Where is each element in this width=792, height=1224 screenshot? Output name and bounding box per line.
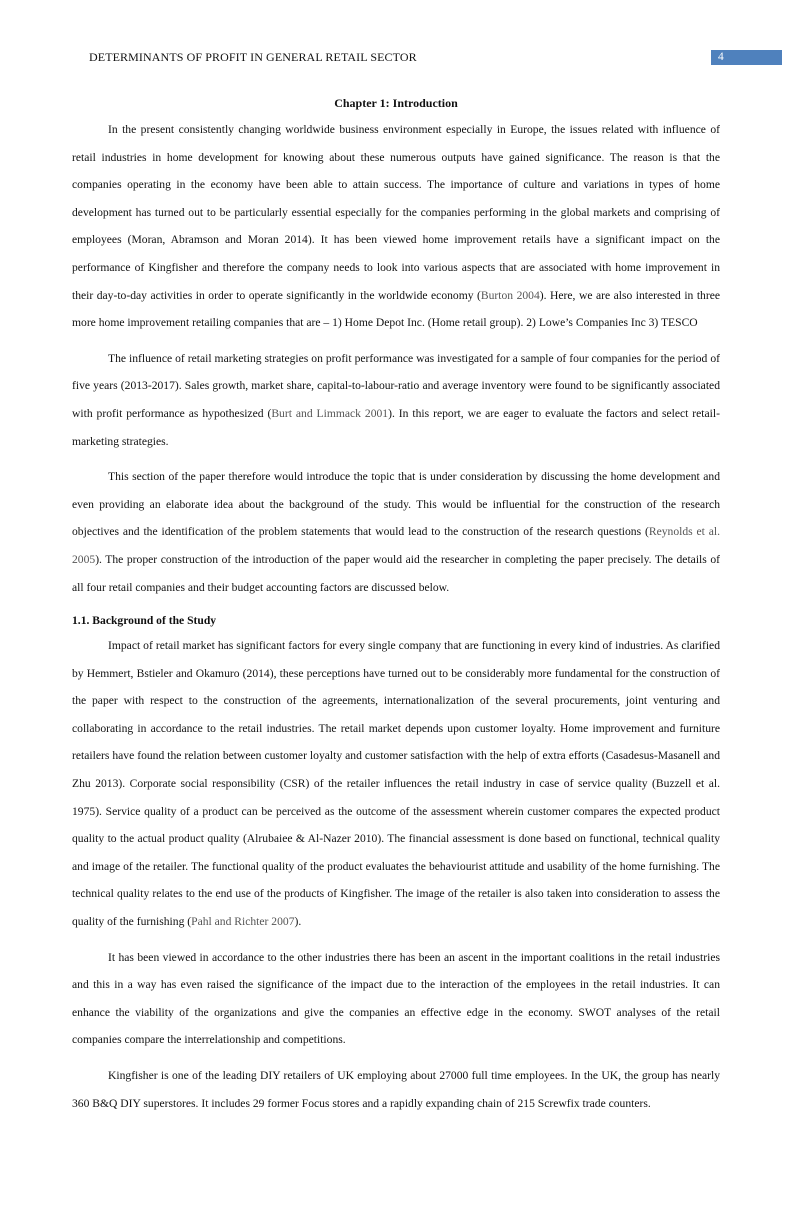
page-number: 4	[718, 51, 724, 63]
section-heading: 1.1. Background of the Study	[72, 614, 217, 628]
background-paragraph-3: Kingfisher is one of the leading DIY retailers of UK employing about 27000 full time employees. In the UK, the group has nearly 360 B&Q DIY superstores. It includes 29 former Focus stores and a rapidly expanding chain of 215 Screwfix trade counters.	[72, 1069, 720, 1110]
running-header: DETERMINANTS OF PROFIT IN GENERAL RETAIL SECTOR	[89, 50, 417, 64]
background-paragraph-1: Impact of retail market has significant factors for every single company that are functioning in every kind of industries. As clarified by Hemmert, Bstieler and Okamuro (2014), these perceptions have turned out to be considerably more fundamental for the construction of the paper with respect to the construction of the agreements, internationalization of the several procurements, joint venturing and collaborating in accordance to the retail industries. The retail market depends upon customer loyalty. Home improvement and furniture retailers have found the relation between customer loyalty and customer satisfaction with the help of extra efforts (Casadesus-Masanell and Zhu 2013). Corporate social responsibility (CSR) of the retailer influences the retail industry in case of service quality (Buzzell et al. 1975). Service quality of a product can be perceived as the outcome of the assessment wherein customer compares the expected product quality to the actual product quality (Alrubaiee & Al-Nazer 2010). The financial assessment is done based on functional, technical quality and image of the retailer. The functional quality of the product evaluates the behaviourist attitude and usability of the home furnishing. The technical quality relates to the end use of the products of Kingfisher. The image of the retailer is also taken into consideration to assess the quality of the furnishing (Pahl and Richter 2007).	[72, 639, 720, 929]
body-content	[72, 96, 720, 1117]
citation: Reynolds et al. 2005	[72, 525, 720, 566]
citation: Burton 2004	[480, 288, 540, 302]
citation: Burt and Limmack 2001	[271, 406, 389, 420]
intro-paragraph-1: In the present consistently changing worldwide business environment especially in Europe, the issues related with influence of retail industries in home development for knowing about these numerous outputs have gained significance. The reason is that the companies operating in the economy have been able to attain success. The importance of culture and variations in types of home development has turned out to be particularly essential especially for the companies performing in the global markets and comprising of employees (Moran, Abramson and Moran 2014). It has been viewed home improvement retails have a significant impact on the performance of Kingfisher and therefore the company needs to look into various aspects that are associated with home improvement in their day-to-day activities in order to operate significantly in the worldwide economy (Burton 2004). Here, we are also interested in three more home improvement retailing companies that are – 1) Home Depot Inc. (Home retail group). 2) Lowe’s Companies Inc 3) TESCO	[72, 123, 720, 330]
intro-paragraph-3: This section of the paper therefore would introduce the topic that is under consideration by discussing the home development and even providing an elaborate idea about the background of the study. This would be influential for the construction of the research objectives and the identification of the problem statements that would lead to the construction of the research questions (Reynolds et al. 2005). The proper construction of the introduction of the paper would aid the researcher in completing the paper precisely. The details of all four retail companies and their budget accounting factors are discussed below.	[72, 470, 720, 594]
citation: Pahl and Richter 2007	[191, 915, 295, 929]
page-number-badge	[711, 50, 782, 65]
intro-paragraph-2: The influence of retail marketing strategies on profit performance was investigated for a sample of four companies for the period of five years (2013-2017). Sales growth, market share, capital-to-labour-ratio and average inventory were found to be significantly associated with profit performance as hypothesized (Burt and Limmack 2001). In this report, we are eager to evaluate the factors and select retail-marketing strategies.	[72, 351, 720, 448]
chapter-title: Chapter 1: Introduction	[334, 96, 458, 110]
background-paragraph-2: It has been viewed in accordance to the other industries there has been an ascent in the important coalitions in the retail industries and this in a way has even raised the significance of the impact due to the interaction of the employees in the retail industries. It can enhance the viability of the organizations and give the companies an effective edge in the economy. SWOT analyses of the retail companies compare the interrelationship and competitions.	[72, 950, 720, 1047]
